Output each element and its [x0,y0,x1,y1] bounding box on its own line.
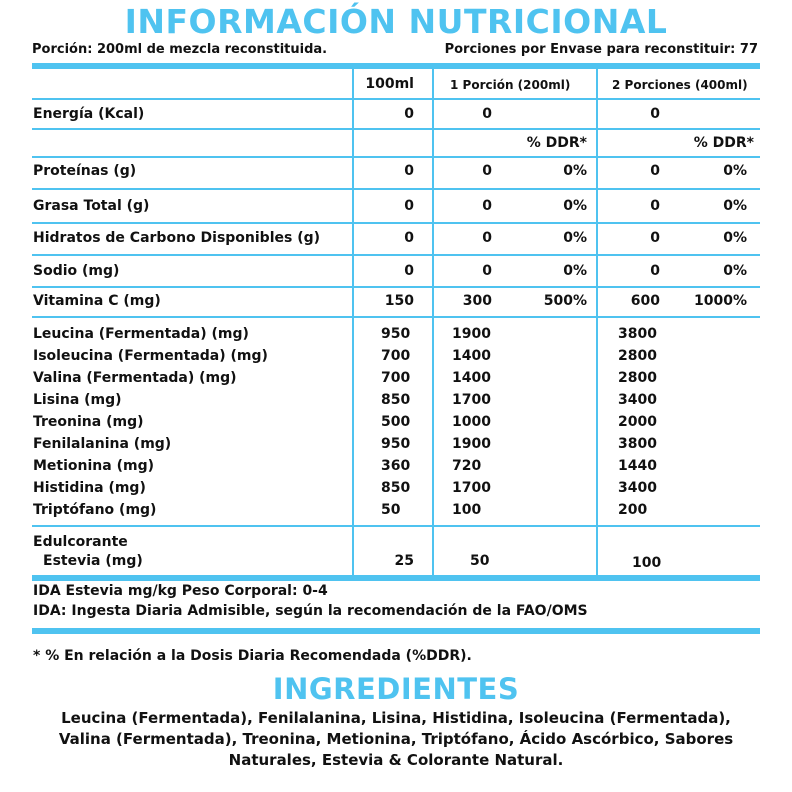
table-row-100ml: 700 [381,348,411,364]
table-row-100ml: 0 [404,230,414,246]
table-row-ddr-2: 0% [723,163,747,179]
vitc-divider [32,316,760,318]
table-row-1-portion: 1900 [452,326,491,342]
table-row-1-portion: 0 [482,163,492,179]
ddr-header-1: % DDR* [526,135,587,151]
energy-1-portion: 0 [482,106,492,122]
col-divider-1 [352,69,354,575]
servings-per-container: Porciones por Envase para reconstituir: 77 [444,42,758,57]
ida-definition-note: IDA: Ingesta Diaria Admisible, según la recomendación de la FAO/OMS [33,603,588,619]
table-top-border [32,63,760,69]
table-row-2-portions: 0 [650,163,660,179]
table-row-1-portion: 1400 [452,370,491,386]
table-row-2-portions: 0 [650,263,660,279]
table-row-ddr-2: 1000% [694,293,747,309]
table-row-label: Isoleucina (Fermentada) (mg) [33,348,268,364]
table-row-1-portion: 1700 [452,392,491,408]
table-row-1-portion: 0 [482,263,492,279]
energy-label: Energía (Kcal) [33,106,145,122]
table-row-label: Sodio (mg) [33,263,120,279]
header-divider [32,98,760,100]
table-row-100ml: 700 [381,370,411,386]
table-row-label: Valina (Fermentada) (mg) [33,370,237,386]
table-row-1-portion: 100 [452,502,482,518]
table-row-1-portion: 300 [462,293,492,309]
table-row-100ml: 0 [404,198,414,214]
portion-size: Porción: 200ml de mezcla reconstituida. [32,42,328,57]
energy-100ml: 0 [404,106,414,122]
table-row-2-portions: 2800 [618,348,657,364]
table-row-100ml: 360 [381,458,411,474]
table-row-2-portions: 0 [650,230,660,246]
stevia-2-portions: 100 [632,555,662,571]
energy-2-portions: 0 [650,106,660,122]
table-row-1-portion: 1700 [452,480,491,496]
table-row-100ml: 850 [381,392,411,408]
table-row-2-portions: 3800 [618,326,657,342]
table-row-ddr-1: 500% [543,293,587,309]
header-100ml: 100ml [365,76,414,92]
table-row-1-portion: 1400 [452,348,491,364]
table-row-2-portions: 0 [650,198,660,214]
table-row-2-portions: 1440 [618,458,657,474]
table-row-100ml: 950 [381,436,411,452]
table-row-2-portions: 3400 [618,480,657,496]
table-row-label: Vitamina C (mg) [33,293,161,309]
table-row-2-portions: 3800 [618,436,657,452]
ingredients-title: INGREDIENTES [272,672,520,706]
ddr-divider [32,156,760,158]
fat-divider [32,222,760,224]
table-row-100ml: 850 [381,480,411,496]
table-row-100ml: 0 [404,263,414,279]
col-divider-2 [432,69,434,575]
table-row-2-portions: 3400 [618,392,657,408]
table-row-label: Leucina (Fermentada) (mg) [33,326,249,342]
table-row-label: Lisina (mg) [33,392,122,408]
stevia-label: Estevia (mg) [43,553,143,569]
table-row-ddr-1: 0% [563,163,587,179]
ingredients-list: Leucina (Fermentada), Fenilalanina, Lisina, Histidina, Isoleucina (Fermentada), Valina (Fermentada), Treonina, Metionina, Triptófano, Ácido Ascórbico, Sabores Naturales, Estevia & Colorante Natural. [58,709,734,769]
table-row-1-portion: 1000 [452,414,491,430]
table-row-ddr-2: 0% [723,230,747,246]
table-row-ddr-1: 0% [563,230,587,246]
ddr-footnote: * % En relación a la Dosis Diaria Recomendada (%DDR). [33,648,472,664]
table-row-100ml: 150 [384,293,414,309]
table-row-label: Grasa Total (g) [33,198,150,214]
table-row-label: Histidina (mg) [33,480,146,496]
table-row-label: Hidratos de Carbono Disponibles (g) [33,230,321,246]
table-row-label: Metionina (mg) [33,458,154,474]
table-row-100ml: 0 [404,163,414,179]
header-2-portions: 2 Porciones (400ml) [612,78,748,92]
table-row-label: Fenilalanina (mg) [33,436,172,452]
protein-divider [32,188,760,190]
amino-divider [32,525,760,527]
sodium-divider [32,286,760,288]
table-row-100ml: 500 [381,414,411,430]
nutrition-title: INFORMACIÓN NUTRICIONAL [124,2,668,41]
table-row-100ml: 950 [381,326,411,342]
table-row-label: Proteínas (g) [33,163,137,179]
table-bottom-border [32,575,760,581]
table-row-2-portions: 200 [618,502,648,518]
table-row-1-portion: 720 [452,458,482,474]
ddr-header-2: % DDR* [693,135,754,151]
ida-stevia-note: IDA Estevia mg/kg Peso Corporal: 0-4 [33,583,328,599]
table-row-ddr-2: 0% [723,263,747,279]
table-row-100ml: 50 [381,502,401,518]
energy-divider [32,128,760,130]
table-row-ddr-2: 0% [723,198,747,214]
table-row-2-portions: 2800 [618,370,657,386]
stevia-1-portion: 50 [470,553,490,569]
table-row-label: Triptófano (mg) [33,502,157,518]
table-row-ddr-1: 0% [563,263,587,279]
table-row-2-portions: 600 [630,293,660,309]
stevia-100ml: 25 [394,553,414,569]
sweetener-heading: Edulcorante [33,534,128,550]
table-row-ddr-1: 0% [563,198,587,214]
table-row-label: Treonina (mg) [33,414,144,430]
ida-bottom-border [32,628,760,634]
header-1-portion: 1 Porción (200ml) [450,78,571,92]
table-row-1-portion: 1900 [452,436,491,452]
table-row-1-portion: 0 [482,198,492,214]
carbs-divider [32,254,760,256]
table-row-1-portion: 0 [482,230,492,246]
col-divider-3 [596,69,598,575]
table-row-2-portions: 2000 [618,414,657,430]
